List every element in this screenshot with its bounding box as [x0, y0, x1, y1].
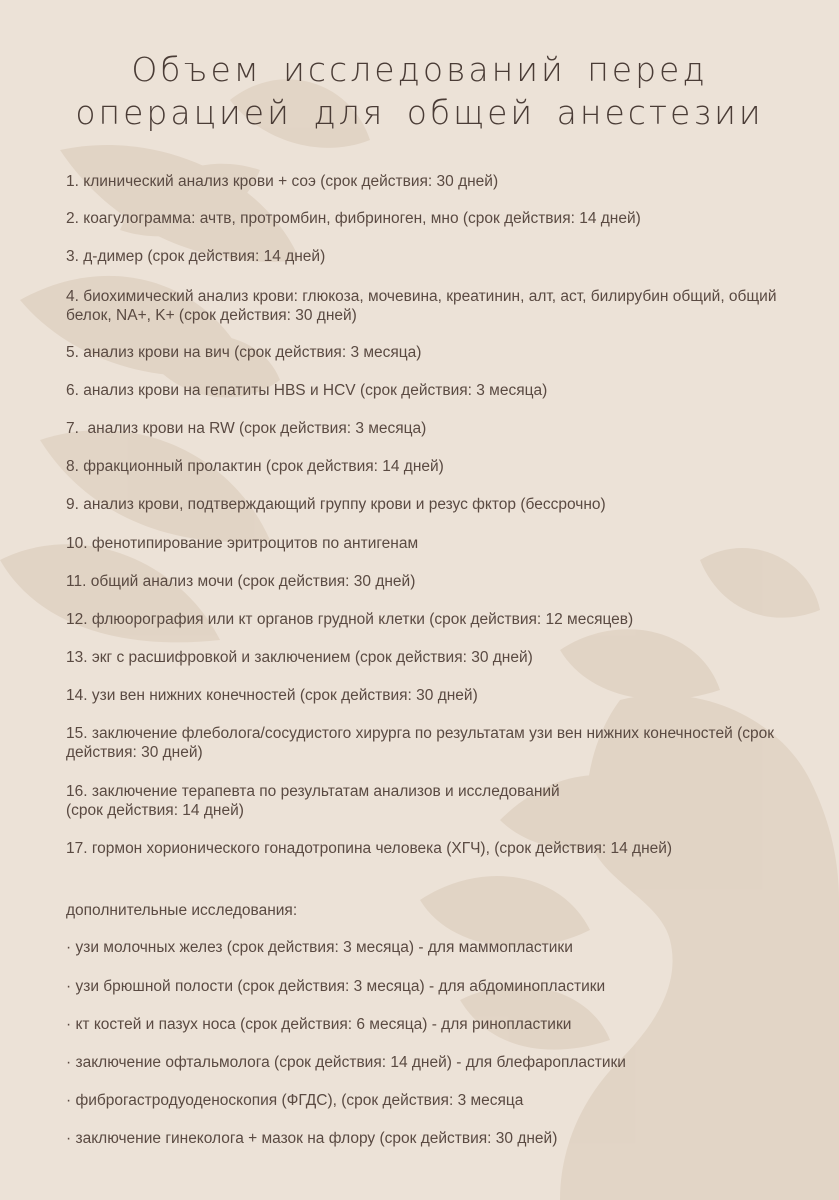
- list-item: 1. клинический анализ крови + соэ (срок действия: 30 дней): [66, 173, 499, 190]
- additional-heading: дополнительные исследования:: [66, 902, 298, 919]
- page-title-line-1: Объем исследований перед: [131, 50, 708, 89]
- list-item: 14. узи вен нижних конечностей (срок действия: 30 дней): [66, 687, 478, 704]
- list-item: 17. гормон хорионического гонадотропина человека (ХГЧ), (срок действия: 14 дней): [66, 840, 673, 857]
- list-item: 12. флюорография или кт органов грудной клетки (срок действия: 12 месяцев): [66, 611, 634, 628]
- list-item: 4. биохимический анализ крови: глюкоза, мочевина, креатинин, алт, аст, билирубин общий, общий белок, NA+, K+ (срок действия: 30 дней): [66, 288, 781, 324]
- additional-item: · фиброгастродуоденоскопия (ФГДС), (срок действия: 3 месяца: [66, 1092, 524, 1109]
- list-item: 16. заключение терапевта по результатам анализов и исследований (срок действия: 14 дней): [66, 783, 560, 819]
- list-item: 11. общий анализ мочи (срок действия: 30 дней): [66, 573, 416, 590]
- list-item: 13. экг с расшифровкой и заключением (срок действия: 30 дней): [66, 649, 533, 666]
- additional-item: · заключение гинеколога + мазок на флору (срок действия: 30 дней): [66, 1130, 558, 1147]
- list-item: 15. заключение флеболога/сосудистого хирурга по результатам узи вен нижних конечностей (срок действия: 30 дней): [66, 725, 779, 761]
- additional-item: · заключение офтальмолога (срок действия: 14 дней) - для блефаропластики: [66, 1054, 626, 1071]
- list-item: 9. анализ крови, подтверждающий группу крови и резус фктор (бессрочно): [66, 496, 606, 513]
- list-item: 10. фенотипирование эритроцитов по антигенам: [66, 535, 419, 552]
- list-item: 3. д-димер (срок действия: 14 дней): [66, 248, 326, 265]
- additional-item: · узи брюшной полости (срок действия: 3 месяца) - для абдоминопластики: [66, 978, 606, 995]
- list-item: 8. фракционный пролактин (срок действия: 14 дней): [66, 458, 444, 475]
- list-item: 2. коагулограмма: ачтв, протромбин, фибриноген, мно (срок действия: 14 дней): [66, 210, 641, 227]
- list-item: 6. анализ крови на гепатиты HBS и HCV (срок действия: 3 месяца): [66, 382, 548, 399]
- list-item: 5. анализ крови на вич (срок действия: 3 месяца): [66, 344, 422, 361]
- additional-item: · узи молочных желез (срок действия: 3 месяца) - для маммопластики: [66, 939, 573, 956]
- page-title-line-2: операцией для общей анестезии: [75, 93, 764, 132]
- page-title: [0, 48, 839, 134]
- additional-item: · кт костей и пазух носа (срок действия: 6 месяца) - для ринопластики: [66, 1016, 572, 1033]
- list-item: 7. анализ крови на RW (срок действия: 3 месяца): [66, 420, 427, 437]
